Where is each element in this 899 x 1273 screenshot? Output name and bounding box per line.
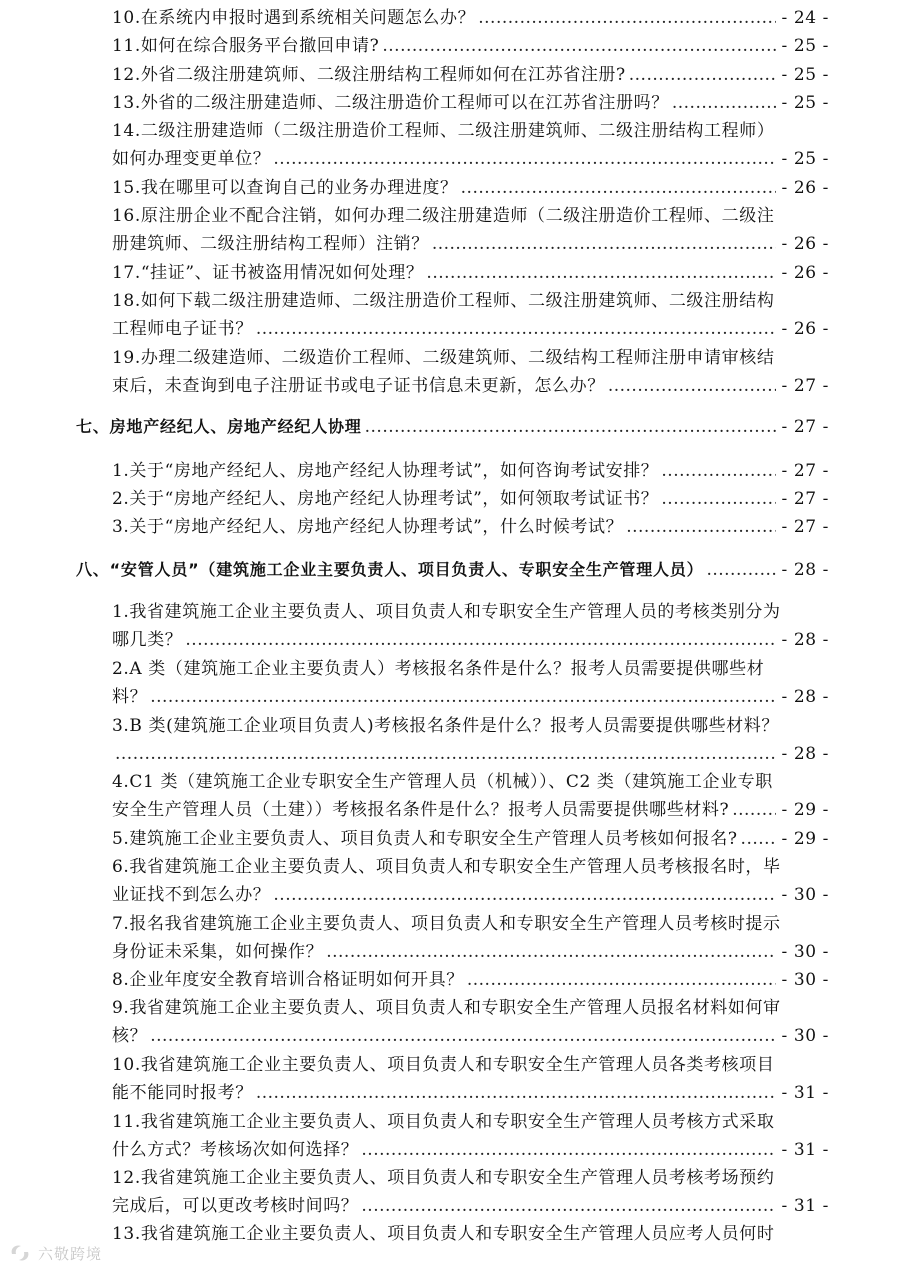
toc-leader-dots [478,4,776,32]
toc-page-number: - 28 - [781,744,829,764]
toc-entry-text: 4.C1 类（建筑施工企业专职安全生产管理人员（机械））、C2 类（建筑施工企业专职 [112,772,773,792]
toc-page-number: - 30 - [781,970,829,990]
toc-leader-dots [706,556,776,584]
toc-entry-text: 七、房地产经纪人、房地产经纪人协理 [76,417,362,436]
toc-entry-text: 11.我省建筑施工企业主要负责人、项目负责人和专职安全生产管理人员考核方式采取 [112,1112,775,1132]
toc-page-number: - 26 - [781,234,829,254]
toc-entry-text: 18.如何下载二级注册建造师、二级注册造价工程师、二级注册建筑师、二级注册结构 [112,291,775,311]
toc-page-number: - 26 - [781,178,829,198]
toc-page-number: - 28 - [781,687,829,707]
toc-entry[interactable] [112,174,829,202]
toc-leader-dots [626,513,776,541]
toc-entry-text: 10.在系统内申报时遇到系统相关问题怎么办？ [112,8,476,28]
toc-page-number: - 27 - [781,417,829,437]
toc-page-number: - 30 - [781,885,829,905]
toc-page-number: - 27 - [781,489,829,509]
toc-leader-dots [382,32,776,60]
toc-leader-dots [273,145,776,173]
toc-entry-text: 2.A 类（建筑施工企业主要负责人）考核报名条件是什么？报考人员需要提供哪些材 [112,659,765,679]
toc-entry-text: 如何办理变更单位？ [112,149,271,169]
toc-entry-text: 完成后，可以更改考核时间吗？ [112,1196,359,1216]
toc-page-number: - 24 - [781,8,829,28]
toc-page-number: - 28 - [781,630,829,650]
toc-entry-text: 身份证未采集，如何操作？ [112,942,324,962]
toc-page-number: - 30 - [781,1026,829,1046]
toc-leader-dots [629,61,777,89]
toc-leader-dots [661,485,776,513]
toc-leader-dots [256,1079,777,1107]
toc-leader-dots [361,1136,776,1164]
toc-entry[interactable] [112,117,829,173]
toc-entry-text: 安全生产管理人员（土建））考核报名条件是什么？报考人员需要提供哪些材料? [112,800,730,820]
toc-entry-text: 12.外省二级注册建筑师、二级注册结构工程师如何在江苏省注册? [112,65,626,85]
toc-entry-text: 业证找不到怎么办？ [112,885,271,905]
toc-leader-dots [467,966,777,994]
toc-entry-text: 8.企业年度安全教育培训合格证明如何开具？ [112,970,464,990]
toc-entry-text: 12.我省建筑施工企业主要负责人、项目负责人和专职安全生产管理人员考核考场预约 [112,1168,775,1188]
toc-entry[interactable] [112,1220,829,1248]
toc-entry[interactable] [112,1108,829,1164]
toc-entry-text: 19.办理二级建造师、二级造价工程师、二级建筑师、二级结构工程师注册申请审核结 [112,348,775,368]
toc-entry[interactable] [112,712,829,768]
toc-leader-dots [608,372,777,400]
toc-entry[interactable] [112,1164,829,1220]
toc-page-number: - 30 - [781,942,829,962]
watermark-logo-icon [8,1242,32,1264]
toc-entry-text: 哪几类？ [112,630,183,650]
toc-leader-dots [741,825,777,853]
toc-entry[interactable] [112,853,829,909]
toc-page-number: - 26 - [781,319,829,339]
toc-leader-dots [361,1192,776,1220]
toc-entry-text: 工程师电子证书？ [112,319,253,339]
toc-entry-text: 册建筑师、二级注册结构工程师）注销？ [112,234,429,254]
toc-page-number: - 26 - [781,263,829,283]
toc-leader-dots [426,259,776,287]
toc-entry[interactable] [112,259,829,287]
toc-entry[interactable] [112,32,829,60]
toc-entry-text: 5.建筑施工企业主要负责人、项目负责人和专职安全生产管理人员考核如何报名? [112,829,738,849]
toc-page-number: - 31 - [781,1196,829,1216]
toc-entry-text: 八、“安管人员”（建筑施工企业主要负责人、项目负责人、专职安全生产管理人员） [76,560,704,579]
toc-entry-text: 能不能同时报考？ [112,1083,253,1103]
toc-entry-text: 15.我在哪里可以查询自己的业务办理进度？ [112,178,458,198]
toc-leader-dots [432,230,777,258]
toc-leader-dots [150,683,776,711]
toc-entry-text: 9.我省建筑施工企业主要负责人、项目负责人和专职安全生产管理人员报名材料如何审 [112,998,781,1018]
toc-entry-text: 1.关于“房地产经纪人、房地产经纪人协理考试”，如何咨询考试安排？ [112,461,659,481]
toc-entry-text: 料？ [112,687,148,707]
toc-entry-text: 11.如何在综合服务平台撤回申请? [112,36,380,56]
toc-leader-dots [273,881,776,909]
toc-entry[interactable] [112,768,829,824]
toc-page-number: - 27 - [781,517,829,537]
toc-page-number: - 29 - [781,800,829,820]
toc-page-number: - 27 - [781,461,829,481]
toc-entry[interactable] [112,457,829,485]
toc-entry-text: 14.二级注册建造师（二级注册造价工程师、二级注册建筑师、二级注册结构工程师） [112,121,775,141]
toc-leader-dots [115,740,776,768]
toc-entry-text: 6.我省建筑施工企业主要负责人、项目负责人和专职安全生产管理人员考核报名时，毕 [112,857,781,877]
toc-page-number: - 31 - [781,1140,829,1160]
toc-section-heading[interactable] [76,413,829,441]
toc-entry-text: 17.“挂证”、证书被盗用情况如何处理？ [112,263,424,283]
toc-entry-text: 3.关于“房地产经纪人、房地产经纪人协理考试”，什么时候考试？ [112,517,624,537]
toc-entry-text: 13.我省建筑施工企业主要负责人、项目负责人和专职安全生产管理人员应考人员何时 [112,1224,775,1244]
watermark [8,1240,102,1266]
toc-page-number: - 27 - [781,376,829,396]
toc-entry[interactable] [112,825,829,853]
toc-entry[interactable] [112,287,829,343]
toc-page-number: - 31 - [781,1083,829,1103]
toc-leader-dots [150,1022,776,1050]
toc-entry[interactable] [112,513,829,541]
toc-entry[interactable] [112,994,829,1050]
toc-entry[interactable] [112,966,829,994]
toc-entry[interactable] [112,655,829,711]
toc-entry[interactable] [112,202,829,258]
toc-entry[interactable] [112,485,829,513]
toc-entry-text: 3.B 类(建筑施工企业项目负责人)考核报名条件是什么？报考人员需要提供哪些材料？ [112,716,779,736]
toc-entry[interactable] [112,910,829,966]
toc-leader-dots [661,457,776,485]
toc-page-number: - 28 - [781,560,829,580]
toc-leader-dots [365,413,777,441]
toc-entry[interactable] [112,89,829,117]
toc-leader-dots [732,796,776,824]
toc-leader-dots [256,315,777,343]
toc-entry[interactable] [112,598,829,654]
toc-entry[interactable] [112,4,829,32]
toc-entry-text: 13.外省的二级注册建造师、二级注册造价工程师可以在江苏省注册吗？ [112,93,669,113]
toc-page-number: - 29 - [781,829,829,849]
toc-entry[interactable] [112,61,829,89]
toc-leader-dots [185,626,776,654]
toc-leader-dots [461,174,777,202]
toc-entry-text: 16.原注册企业不配合注销，如何办理二级注册建造师（二级注册造价工程师、二级注 [112,206,775,226]
toc-entry-text: 7.报名我省建筑施工企业主要负责人、项目负责人和专职安全生产管理人员考核时提示 [112,914,781,934]
toc-entry-text: 2.关于“房地产经纪人、房地产经纪人协理考试”，如何领取考试证书？ [112,489,659,509]
toc-page-number: - 25 - [781,93,829,113]
toc-entry[interactable] [112,344,829,400]
toc-entry-text: 10.我省建筑施工企业主要负责人、项目负责人和专职安全生产管理人员各类考核项目 [112,1055,775,1075]
watermark-text: 六敬跨境 [38,1244,103,1263]
toc-entry-text: 1.我省建筑施工企业主要负责人、项目负责人和专职安全生产管理人员的考核类别分为 [112,602,781,622]
toc-entry-text: 核？ [112,1026,148,1046]
toc-entry[interactable] [112,1051,829,1107]
toc-entry-text: 束后，未查询到电子注册证书或电子证书信息未更新，怎么办？ [112,376,605,396]
toc-page-number: - 25 - [781,149,829,169]
toc-entry-text: 什么方式？考核场次如何选择？ [112,1140,359,1160]
toc-section-heading[interactable] [76,556,829,584]
toc-leader-dots [326,938,776,966]
toc-page-number: - 25 - [781,65,829,85]
toc-leader-dots [672,89,777,117]
toc-page-number: - 25 - [781,36,829,56]
